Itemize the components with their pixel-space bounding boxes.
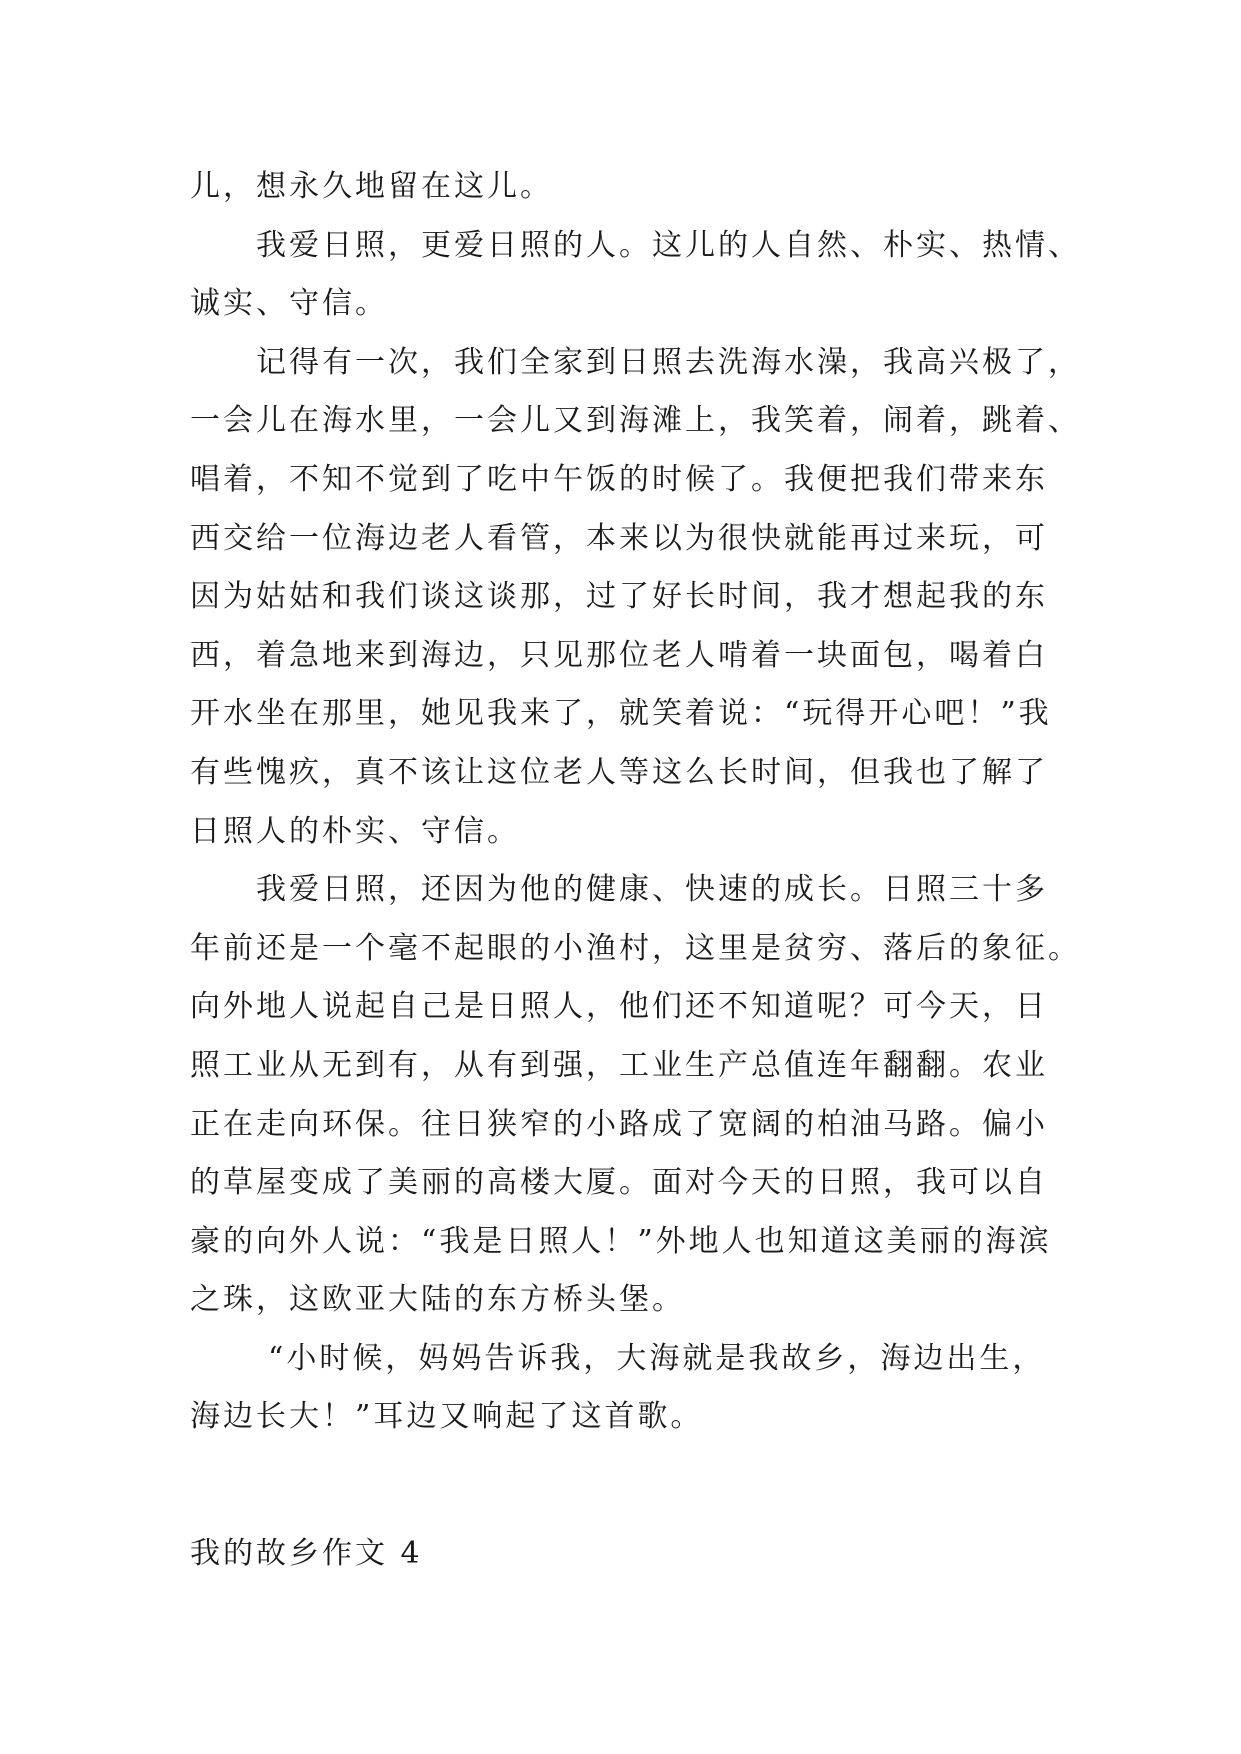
- text-line: 之珠，这欧亚大陆的东方桥头堡。: [190, 1282, 685, 1318]
- text-line: 有些愧疚，真不该让这位老人等这么长时间，但我也了解了: [190, 754, 1048, 790]
- text-line: 年前还是一个毫不起眼的小渔村，这里是贫穷、落后的象征。: [190, 930, 1081, 966]
- text-line: 一会儿在海水里，一会儿又到海滩上，我笑着，闹着，跳着、: [190, 403, 1081, 439]
- text-line: 我爱日照，更爱日照的人。这儿的人自然、朴实、热情、: [256, 227, 1081, 263]
- document-body: [190, 158, 1081, 1584]
- text-line: 的草屋变成了美丽的高楼大厦。面对今天的日照，我可以自: [190, 1165, 1048, 1201]
- paragraph-story: [190, 334, 1081, 861]
- text-line: 西交给一位海边老人看管，本来以为很快就能再过来玩，可: [190, 520, 1048, 556]
- text-line: 记得有一次，我们全家到日照去洗海水澡，我高兴极了，: [256, 344, 1081, 380]
- text-line: 因为姑姑和我们谈这谈那，过了好长时间，我才想起我的东: [190, 579, 1048, 615]
- paragraph-continued: [190, 158, 1070, 217]
- text-line: 诚实、守信。: [190, 286, 388, 322]
- section-title: 我的故乡作文 4: [190, 1536, 423, 1572]
- text-line: 日照人的朴实、守信。: [190, 813, 520, 849]
- text-line: 向外地人说起自己是日照人，他们还不知道呢？可今天，日: [190, 989, 1048, 1025]
- paragraph-love-people: [190, 217, 1081, 334]
- paragraph-growth: [190, 861, 1081, 1330]
- section-gap: [190, 1447, 1070, 1525]
- paragraph-song: [190, 1330, 1070, 1447]
- text-line: 照工业从无到有，从有到强，工业生产总值连年翻翻。农业: [190, 1047, 1048, 1083]
- text-line: 我爱日照，还因为他的健康、快速的成长。日照三十多: [256, 872, 1048, 908]
- text-line: 西，着急地来到海边，只见那位老人啃着一块面包，喝着白: [190, 637, 1048, 673]
- text-line: 正在走向环保。往日狭窄的小路成了宽阔的柏油马路。偏小: [190, 1106, 1048, 1142]
- text-line: 海边长大！”耳边又响起了这首歌。: [190, 1399, 704, 1435]
- text-line: 豪的向外人说：“我是日照人！”外地人也知道这美丽的海滨: [190, 1223, 1052, 1259]
- text-line: 开水坐在那里，她见我来了，就笑着说：“玩得开心吧！”我: [190, 696, 1052, 732]
- text-line: 唱着，不知不觉到了吃中午饭的时候了。我便把我们带来东: [190, 461, 1048, 497]
- text-line: 儿，想永久地留在这儿。: [190, 169, 553, 204]
- text-line: “小时候，妈妈告诉我，大海就是我故乡，海边出生，: [268, 1340, 1046, 1376]
